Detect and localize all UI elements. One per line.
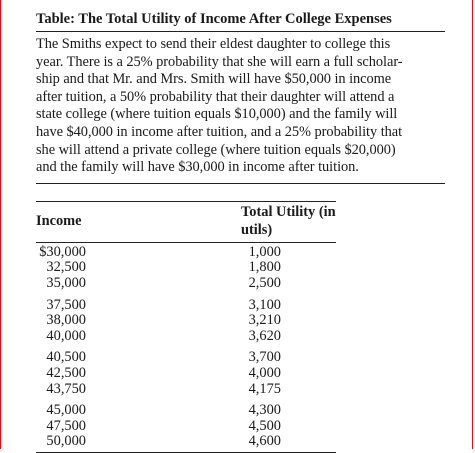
utility-cell: 4,500 bbox=[248, 417, 281, 434]
cell-tail bbox=[281, 313, 336, 329]
utility-cell: 1,000 bbox=[248, 243, 281, 260]
income-cell: 47,500 bbox=[46, 417, 86, 434]
document-content bbox=[36, 10, 445, 453]
income-cell: 38,000 bbox=[46, 312, 86, 329]
utility-cell: 1,800 bbox=[248, 259, 281, 276]
income-cell: 42,500 bbox=[46, 364, 86, 381]
table-row bbox=[36, 397, 336, 419]
cell-tail bbox=[281, 397, 336, 419]
table-description bbox=[36, 36, 445, 184]
utility-cell: 2,500 bbox=[248, 274, 281, 291]
income-cell: 37,500 bbox=[46, 296, 86, 313]
cell-spacer bbox=[86, 382, 241, 398]
table-row bbox=[36, 276, 336, 292]
page-frame-left-edge bbox=[0, 0, 1, 449]
cell-spacer bbox=[86, 313, 241, 329]
description-line: and the family will have $30,000 in income after tuition. bbox=[36, 159, 359, 176]
description-line: ship and that Mr. and Mrs. Smith will have $50,000 in income bbox=[36, 71, 392, 88]
income-cell: 40,000 bbox=[46, 327, 86, 344]
cell-spacer bbox=[86, 329, 241, 345]
cell-spacer bbox=[86, 434, 241, 452]
description-line: have $40,000 in income after tuition, and a 25% probability that bbox=[36, 123, 403, 140]
cell-tail bbox=[281, 260, 336, 276]
utility-cell: 4,600 bbox=[241, 434, 281, 452]
cell-tail bbox=[281, 419, 336, 435]
income-cell: 35,000 bbox=[46, 274, 86, 291]
utility-cell: 4,300 bbox=[248, 402, 281, 419]
description-line: after tuition, a 50% probability that their daughter will attend a bbox=[36, 88, 395, 105]
cell-spacer bbox=[86, 260, 241, 276]
cell-tail bbox=[281, 242, 336, 260]
table-row bbox=[36, 434, 336, 452]
cell-tail bbox=[281, 344, 336, 366]
income-column-header: Income bbox=[36, 201, 241, 242]
table-body bbox=[36, 242, 336, 452]
income-cell: $30,000 bbox=[39, 243, 86, 260]
cell-tail bbox=[281, 276, 336, 292]
utility-cell: 3,100 bbox=[248, 296, 281, 313]
income-cell: 43,750 bbox=[46, 380, 86, 397]
table-row bbox=[36, 344, 336, 366]
table-title: Table: The Total Utility of Income After College Expenses bbox=[36, 10, 445, 32]
utility-table bbox=[36, 201, 336, 453]
cell-spacer bbox=[86, 344, 241, 366]
table-row bbox=[36, 292, 336, 314]
income-cell: 32,500 bbox=[46, 259, 86, 276]
cell-tail bbox=[281, 292, 336, 314]
utility-cell: 3,210 bbox=[248, 312, 281, 329]
utility-cell: 4,000 bbox=[248, 364, 281, 381]
table-row bbox=[36, 366, 336, 382]
utility-cell: 4,175 bbox=[248, 380, 281, 397]
cell-tail bbox=[281, 434, 336, 452]
utility-cell: 3,700 bbox=[248, 349, 281, 366]
cell-spacer bbox=[86, 242, 241, 260]
cell-tail bbox=[281, 382, 336, 398]
income-cell: 40,500 bbox=[46, 349, 86, 366]
description-line: state college (where tuition equals $10,000) and the family will bbox=[36, 106, 398, 123]
table-row bbox=[36, 313, 336, 329]
table-row bbox=[36, 260, 336, 276]
utility-cell: 3,620 bbox=[248, 327, 281, 344]
income-cell: 50,000 bbox=[36, 434, 86, 452]
cell-tail bbox=[281, 366, 336, 382]
table-row bbox=[36, 419, 336, 435]
income-cell: 45,000 bbox=[46, 402, 86, 419]
description-line: she will attend a private college (where tuition equals $20,000) bbox=[36, 141, 396, 158]
utility-column-header: Total Utility (in utils) bbox=[241, 201, 336, 242]
table-header-row bbox=[36, 201, 336, 242]
description-line: The Smiths expect to send their eldest daughter to college this bbox=[36, 36, 391, 52]
table-header bbox=[36, 201, 336, 242]
cell-spacer bbox=[86, 292, 241, 314]
cell-spacer bbox=[86, 366, 241, 382]
cell-spacer bbox=[86, 397, 241, 419]
cell-spacer bbox=[86, 419, 241, 435]
table-row bbox=[36, 382, 336, 398]
description-line: year. There is a 25% probability that she will earn a full scholar- bbox=[36, 53, 403, 70]
utility-table-wrapper bbox=[36, 201, 445, 453]
cell-tail bbox=[281, 329, 336, 345]
table-row bbox=[36, 242, 336, 260]
table-row bbox=[36, 329, 336, 345]
cell-spacer bbox=[86, 276, 241, 292]
